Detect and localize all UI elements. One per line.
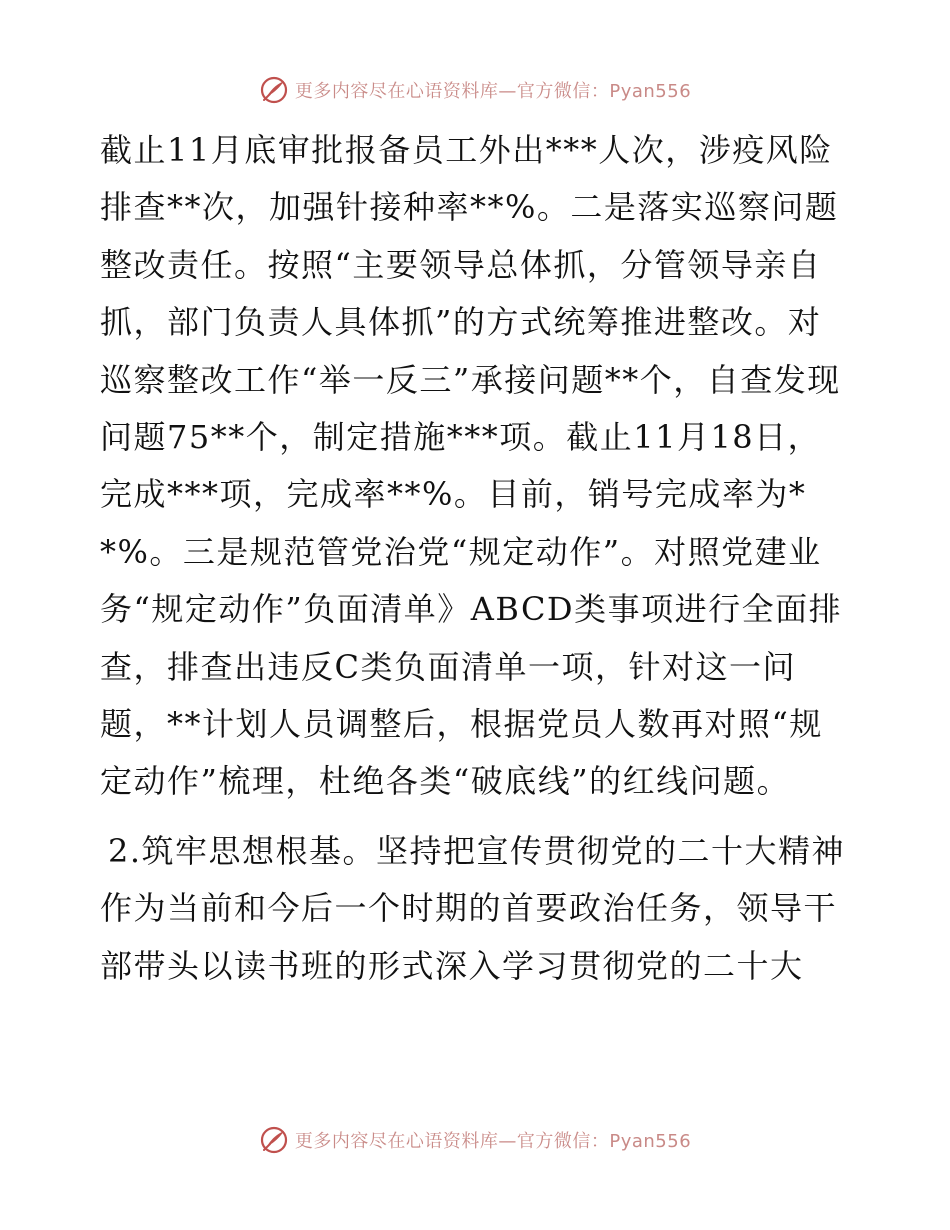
- header-banner: [0, 70, 950, 110]
- document-body: [100, 122, 852, 995]
- paragraph: 截止11月底审批报备员工外出***人次，涉疫风险排查**次，加强针接种率**%。二是落实巡察问题整改责任。按照“主要领导总体抓，分管领导亲自抓，部门负责人具体抓”的方式统筹推进整改。对巡察整改工作“举一反三”承接问题**个，自查发现问题75**个，制定措施***项。截止11月18日，完成***项，完成率**%。目前，销号完成率为**%。三是规范管党治党“规定动作”。对照党建业务“规定动作”负面清单》ABCD类事项进行全面排查，排查出违反C类负面清单一项，针对这一问题，**计划人员调整后，根据党员人数再对照“规定动作”梳理，杜绝各类“破底线”的红线问题。: [100, 131, 843, 801]
- banner-text: 更多内容尽在心语资料库—官方微信：Pyan556: [294, 1131, 692, 1152]
- paragraph: 2.筑牢思想根基。坚持把宣传贯彻党的二十大精神作为当前和今后一个时期的首要政治任务，领导干部带头以读书班的形式深入学习贯彻党的二十大: [100, 831, 846, 985]
- feather-quill-logo-icon: [259, 75, 289, 105]
- feather-quill-logo-icon: [259, 1125, 289, 1155]
- footer-banner: [0, 1120, 950, 1160]
- banner-text: 更多内容尽在心语资料库—官方微信：Pyan556: [294, 81, 692, 102]
